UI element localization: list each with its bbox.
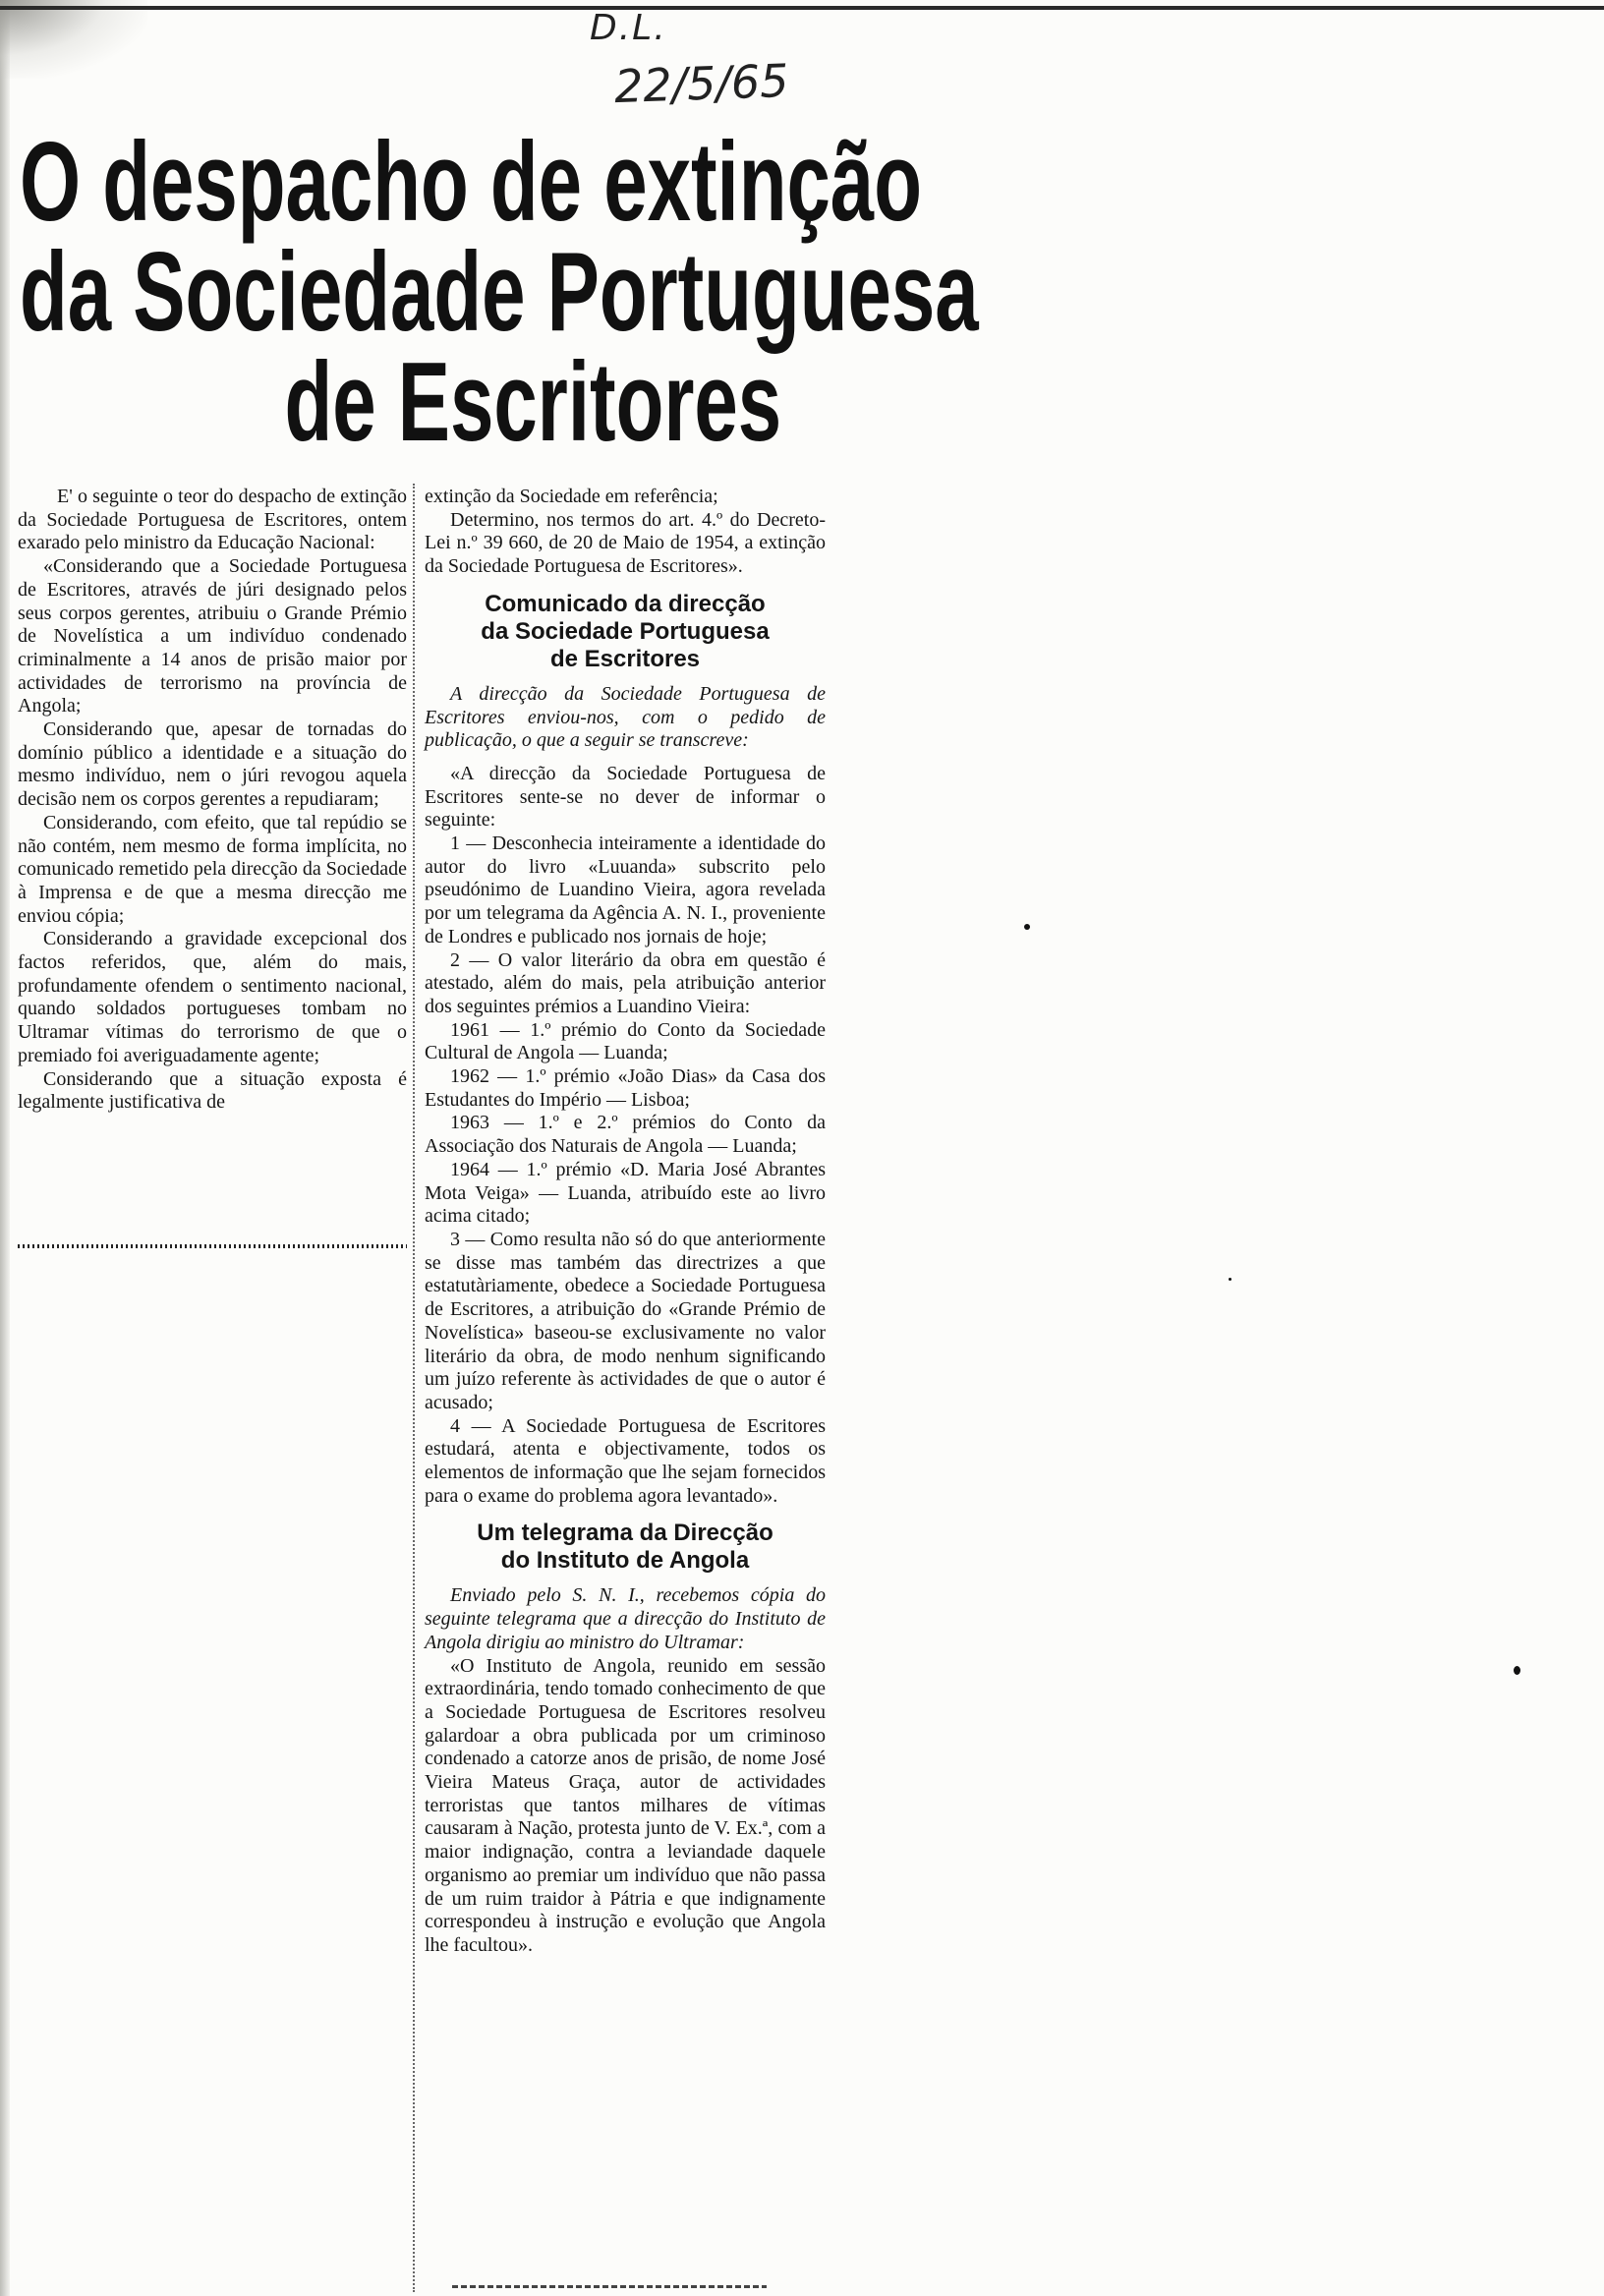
telegrama-intro: Enviado pelo S. N. I., recebemos cópia do seguinte telegrama que a direcção do Instituto de Angola dirigiu ao ministro do Ultramar: [425, 1584, 826, 1653]
headline-line-2: da Sociedade Portuguesa [20, 230, 979, 355]
despacho-considerando-3: Considerando, com efeito, que tal repúdio se não contém, nem mesmo de forma implícita, no comunicado remetido pela direcção da Sociedade à Imprensa e de que a mesma direcção me enviou cópia; [18, 811, 407, 927]
scan-speck [1024, 924, 1030, 930]
article-headline [20, 120, 979, 465]
spacer [425, 753, 826, 763]
comunicado-intro: A direcção da Sociedade Portuguesa de Escritores enviou-nos, com o pedido de publicação, o que a seguir se transcreve: [425, 682, 826, 752]
scan-speck [1514, 1666, 1520, 1675]
subhead-comunicado-line-2: da Sociedade Portuguesa [481, 617, 770, 645]
prize-1963: 1963 — 1.º e 2.º prémios do Conto da Associação dos Naturais de Angola — Luanda; [425, 1112, 826, 1158]
headline-line-1: O despacho de extinção [20, 120, 922, 245]
column-end-rule [18, 1244, 407, 1248]
column-divider [413, 484, 415, 2292]
subhead-telegrama [425, 1520, 826, 1575]
telegrama-body: «O Instituto de Angola, reunido em sessão extraordinária, tendo tomado conhecimento de que a Sociedade Portuguesa de Escritores resolveu galardoar a obra publicada por um criminoso condenado a catorze anos de prisão, de nome José Vieira Mateus Graça, autor de actividades terroristas que tantos milhares de vítimas causaram à Nação, protesta junto de V. Ex.ª, com a maior indignação, contra a leviandade daquele organismo ao premiar um indivíduo que não passa de um ruim traidor à Pátria e que indignamente correspondeu à instrução e evolução que Angola lhe facultou». [425, 1654, 826, 1956]
scan-speck [1229, 1278, 1232, 1281]
column-end-rule-right [452, 2285, 767, 2288]
prize-1964: 1964 — 1.º prémio «D. Maria José Abrantes Mota Veiga» — Luanda, atribuído este ao livro acima citado; [425, 1158, 826, 1228]
subhead-comunicado-line-1: Comunicado da direcção [485, 590, 766, 617]
prize-1962: 1962 — 1.º prémio «João Dias» da Casa dos Estudantes do Império — Lisboa; [425, 1065, 826, 1111]
clipping-top-border [0, 6, 1604, 10]
column-left [18, 486, 407, 1115]
despacho-considerando-1: «Considerando que a Sociedade Portuguesa de Escritores, através de júri designado pelos seus corpos gerentes, atribuiu o Grande Prémio de Novelística a um indivíduo condenado criminalmente a 14 anos de prisão maior por actividades de terrorismo na província de Angola; [18, 555, 407, 718]
headline-line-3: de Escritores [284, 340, 782, 465]
despacho-continuation: extinção da Sociedade em referência; [425, 486, 718, 507]
scan-left-edge [0, 0, 10, 2296]
despacho-decree: Determino, nos termos do art. 4.º do Decreto-Lei n.º 39 660, de 20 de Maio de 1954, a extinção da Sociedade Portuguesa de Escritores». [425, 508, 826, 578]
despacho-intro: E' o seguinte o teor do despacho de extinção da Sociedade Portuguesa de Escritores, ontem exarado pelo ministro da Educação Nacional: [18, 486, 407, 554]
despacho-considerando-2: Considerando que, apesar de tornadas do domínio público a identidade e a situação do mesmo indivíduo, nem o júri revogou aquela decisão nem os corpos gerentes a repudiaram; [18, 718, 407, 811]
comunicado-point-3: 3 — Como resulta não só do que anteriormente se disse mas também das directrizes a que estatutàriamente, obedece a Sociedade Portuguesa de Escritores, a atribuição do «Grande Prémio de Novelística» baseou-se exclusivamente no valor literário da obra, de modo nenhum significando um juízo referente às actividades de que o autor é acusado; [425, 1228, 826, 1413]
subhead-comunicado-line-3: de Escritores [549, 645, 701, 672]
handwritten-source-note: D.L. [590, 8, 667, 48]
comunicado-lead: «A direcção da Sociedade Portuguesa de Escritores sente-se no dever de informar o seguinte: [425, 762, 826, 832]
comunicado-point-1: 1 — Desconhecia inteiramente a identidade do autor do livro «Luuanda» subscrito pelo pseudónimo de Luandino Vieira, agora revelada por um telegrama da Agência A. N. I., proveniente de Londres e publicado nos jornais de hoje; [425, 832, 826, 947]
column-right [425, 486, 826, 1958]
subhead-comunicado [425, 591, 826, 673]
subhead-telegrama-line-2: do Instituto de Angola [500, 1547, 750, 1575]
despacho-considerando-4: Considerando a gravidade excepcional dos factos referidos, que, além do mais, profundamente ofendem o sentimento nacional, quando soldados portugueses tombam no Ultramar vítimas do terrorismo de que o premiado foi averiguadamente agente; [18, 928, 407, 1066]
scan-corner-shadow [0, 0, 147, 79]
prize-1961: 1961 — 1.º prémio do Conto da Sociedade Cultural de Angola — Luanda; [425, 1018, 826, 1064]
comunicado-point-4: 4 — A Sociedade Portuguesa de Escritores estudará, atenta e objectivamente, todos os elementos de informação que lhe sejam fornecidos para o exame do problema agora levantado». [425, 1414, 826, 1507]
despacho-considerando-5: Considerando que a situação exposta é legalmente justificativa de [18, 1067, 407, 1114]
handwritten-date-note: 22/5/65 [613, 53, 790, 114]
subhead-telegrama-line-1: Um telegrama da Direcção [477, 1520, 773, 1547]
comunicado-point-2: 2 — O valor literário da obra em questão é atestado, além do mais, pela atribuição anterior dos seguintes prémios a Luandino Vieira: [425, 948, 826, 1017]
